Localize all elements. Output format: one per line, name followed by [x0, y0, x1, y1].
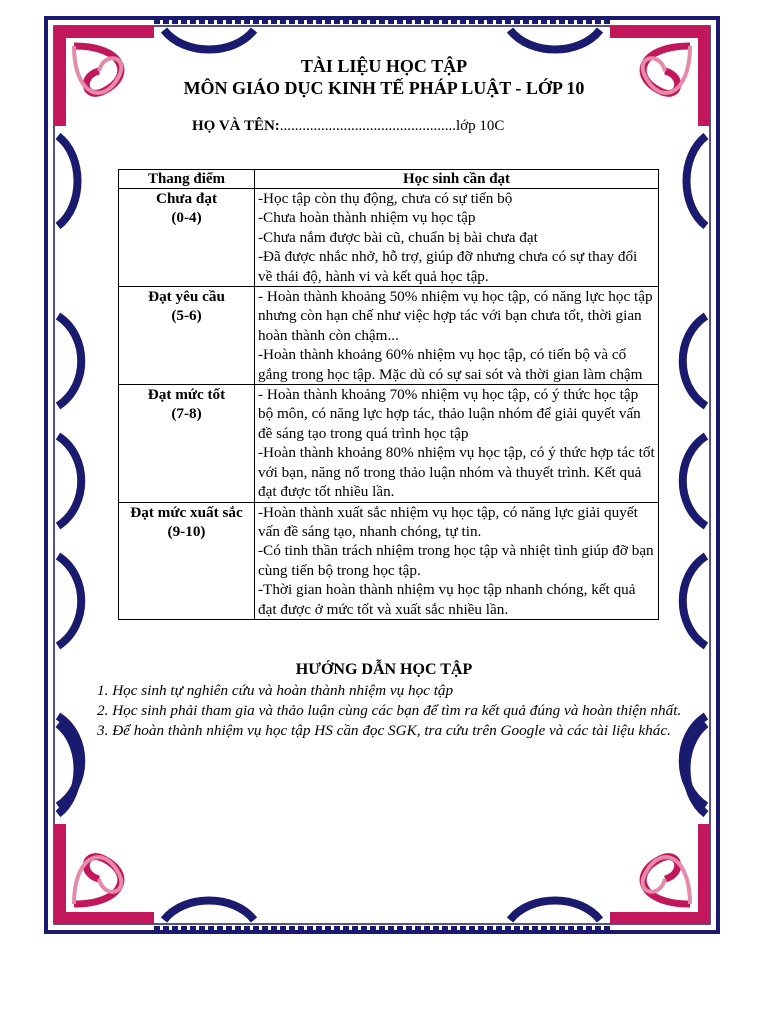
score-range: (5-6) — [171, 307, 202, 325]
score-range: (7-8) — [171, 405, 202, 423]
table-header-row — [119, 170, 659, 189]
name-label: HỌ VÀ TÊN: — [192, 118, 280, 134]
criteria-cell — [255, 189, 659, 287]
criteria-line: -Đã được nhắc nhở, hỗ trợ, giúp đỡ nhưng chưa có sự thay đổi về thái độ, hành vi và kết quả học tập. — [258, 248, 638, 285]
criteria-line: -Thời gian hoàn thành nhiệm vụ học tập nhanh chóng, kết quả đạt được ở mức tốt và xuất sắc nhiều lần. — [258, 581, 636, 618]
document-title: TÀI LIỆU HỌC TẬP — [300, 56, 468, 76]
score-level: Đạt yêu cầu — [148, 288, 225, 306]
criteria-line: -Có tinh thần trách nhiệm trong học tập và nhiệt tình giúp đỡ bạn cùng tiến bộ trong học tập. — [258, 542, 654, 579]
header-criteria: Học sinh cần đạt — [255, 170, 659, 189]
criteria-cell — [255, 385, 659, 502]
guide-list — [70, 681, 698, 741]
guide-item: 3. Để hoàn thành nhiệm vụ học tập HS cần đọc SGK, tra cứu trên Google và các tài liệu khác. — [97, 722, 671, 739]
score-range: (9-10) — [167, 522, 206, 540]
table-row — [119, 189, 659, 287]
document-subtitle: MÔN GIÁO DỤC KINH TẾ PHÁP LUẬT - LỚP 10 — [183, 78, 585, 98]
score-cell — [119, 502, 255, 619]
guide-title: HƯỚNG DẪN HỌC TẬP — [295, 661, 473, 678]
criteria-line: -Học tập còn thụ động, chưa có sự tiến bộ — [258, 190, 513, 207]
score-cell — [119, 189, 255, 287]
table-row — [119, 287, 659, 385]
criteria-line: -Hoàn thành khoảng 80% nhiệm vụ học tập, có ý thức hợp tác tốt với bạn, năng nổ trong thảo luận nhóm và thuyết trình. Kết quả đạt được tốt nhiều lần. — [258, 444, 655, 501]
criteria-line: - Hoàn thành khoảng 50% nhiệm vụ học tập, có năng lực học tập nhưng còn hạn chế như việc hợp tác với bạn chưa tốt, thời gian hoàn thành còn chậm... — [258, 288, 653, 344]
score-cell — [119, 287, 255, 385]
criteria-cell — [255, 287, 659, 385]
grading-rubric-table — [118, 169, 659, 620]
guide-item: 2. Học sinh phải tham gia và thảo luận cùng các bạn để tìm ra kết quả đúng và hoàn thiện nhất. — [97, 702, 682, 719]
score-level: Đạt mức xuất sắc — [130, 503, 243, 521]
criteria-line: -Chưa nắm được bài cũ, chuẩn bị bài chưa đạt — [258, 228, 538, 246]
score-level: Đạt mức tốt — [147, 386, 226, 404]
score-range: (0-4) — [171, 209, 202, 227]
score-cell — [119, 385, 255, 502]
score-level: Chưa đạt — [155, 190, 218, 207]
table-row — [119, 502, 659, 619]
name-blank: ............................................... — [279, 118, 457, 134]
criteria-line: - Hoàn thành khoảng 70% nhiệm vụ học tập, có ý thức học tập bộ môn, có năng lực hợp tác, thảo luận nhóm để giải quyết vấn đề sáng tạo trong quá trình học tập — [258, 386, 641, 442]
student-name-line — [192, 118, 504, 135]
rubric-body — [119, 189, 659, 620]
criteria-cell — [255, 502, 659, 619]
criteria-line: -Chưa hoàn thành nhiệm vụ học tập — [258, 209, 476, 227]
table-row — [119, 385, 659, 502]
criteria-line: -Hoàn thành khoảng 60% nhiệm vụ học tập, có tiến bộ và cố gắng trong học tập. Mặc dù có sự sai sót và thời gian làm chậm — [258, 346, 643, 383]
criteria-line: -Hoàn thành xuất sắc nhiệm vụ học tập, có năng lực giải quyết vấn đề sáng tạo, nhanh chóng, tự tin. — [258, 503, 638, 540]
guide-item: 1. Học sinh tự nghiên cứu và hoàn thành nhiệm vụ học tập — [97, 682, 454, 699]
header-score: Thang điểm — [119, 170, 255, 189]
class-label: lớp 10C — [456, 118, 505, 134]
